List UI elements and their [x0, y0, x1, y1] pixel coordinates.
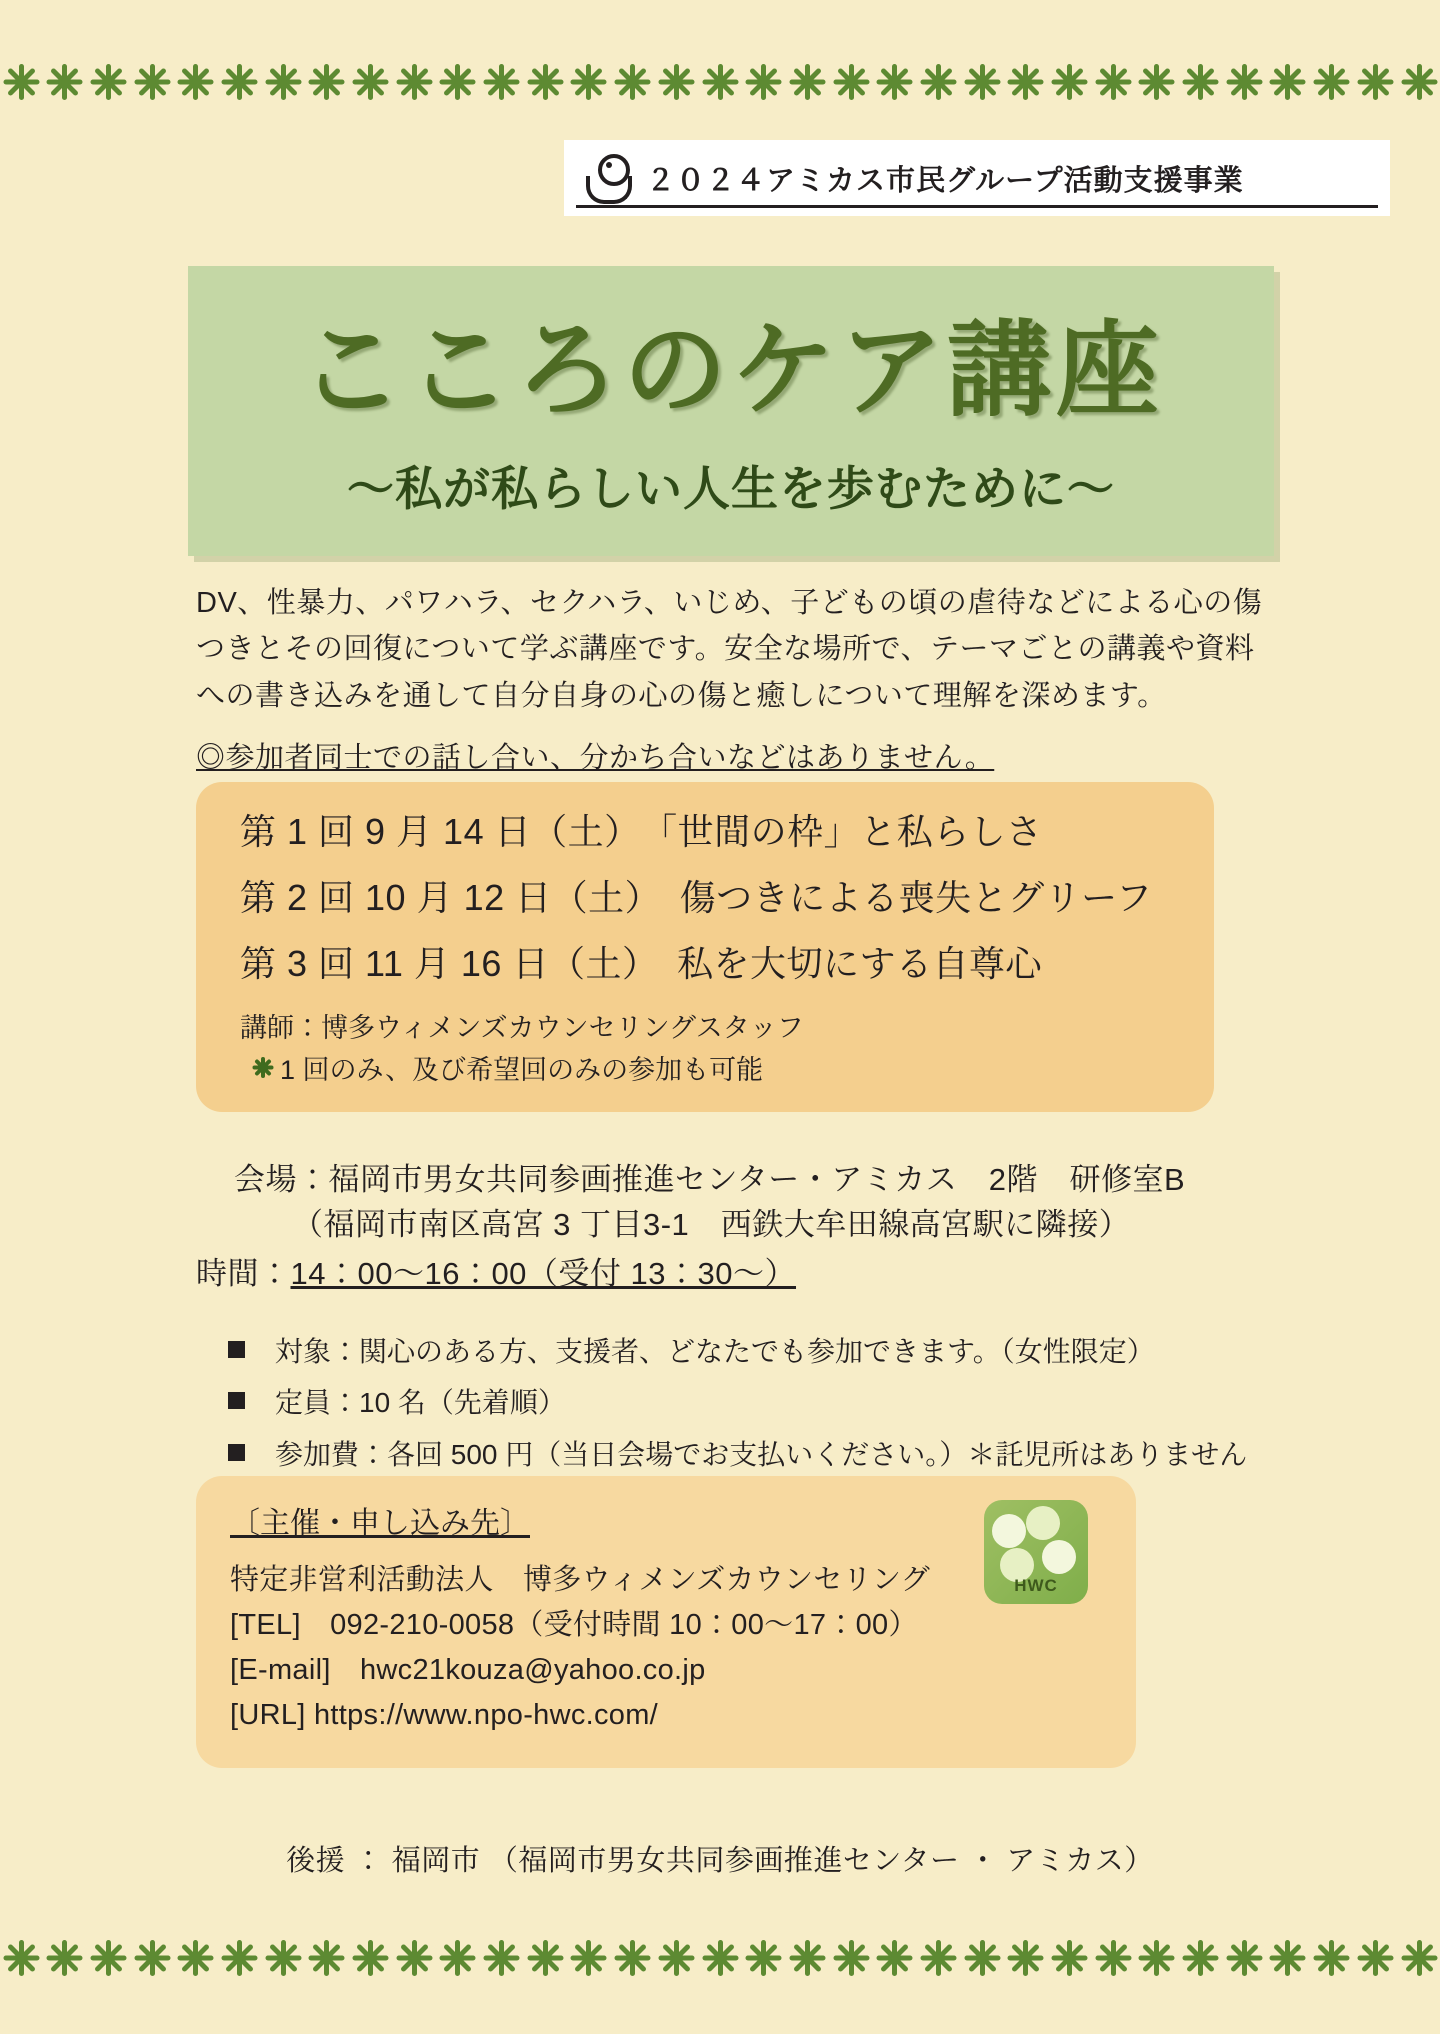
flower-icon [352, 1939, 390, 1977]
sessions-extra-note [252, 1048, 763, 1087]
intro-note: ◎参加者同士での話し合い、分かち合いなどはありません。 [196, 742, 995, 774]
flower-icon [1007, 1939, 1045, 1977]
flower-icon [46, 1939, 84, 1977]
flower-icon [133, 63, 171, 101]
flower-icon [308, 63, 346, 101]
flower-icon [919, 63, 957, 101]
page-title: こころのケア講座 [298, 309, 1163, 431]
flower-icon [614, 1939, 652, 1977]
time-label: 時間： [196, 1256, 291, 1291]
flower-icon [657, 1939, 695, 1977]
sessions-extra-text: 1 回のみ、及び希望回のみの参加も可能 [280, 1055, 764, 1085]
time-value: 14：00〜16：00（受付 13：30〜） [290, 1256, 797, 1291]
flower-icon [89, 63, 127, 101]
flower-icon [483, 1939, 521, 1977]
flower-icon [963, 1939, 1001, 1977]
square-bullet-icon [228, 1444, 245, 1461]
flower-icon [1356, 63, 1394, 101]
flower-icon [89, 1939, 127, 1977]
flower-icon [701, 63, 739, 101]
list-item-label: 対象：関心のある方、支援者、どなたでも参加できます。（女性限定） [275, 1336, 1155, 1367]
contact-email: [E-mail] hwc21kouza@yahoo.co.jp [230, 1653, 706, 1686]
flower-icon [1182, 63, 1220, 101]
flower-icon [526, 63, 564, 101]
flower-icon [570, 1939, 608, 1977]
flower-icon [1182, 1939, 1220, 1977]
list-item-label: 定員：10 名（先着順） [275, 1387, 566, 1419]
list-item [228, 1330, 1288, 1373]
flower-icon [876, 1939, 914, 1977]
venue-block [234, 1158, 1185, 1248]
flower-icon [177, 63, 215, 101]
page-subtitle: 〜私が私らしい人生を歩むために〜 [347, 462, 1115, 515]
support-line: 後援 ： 福岡市 （福岡市男女共同参画推進センター ・ アミカス） [286, 1845, 1154, 1877]
sessions-lecturer: 講師：博多ウィメンズカウンセリングスタッフ [240, 1013, 804, 1043]
venue-line-2: （福岡市南区高宮 3 丁目3-1 西鉄大牟田線高宮駅に隣接） [292, 1206, 1131, 1242]
flower-icon [264, 63, 302, 101]
flower-icon [1094, 63, 1132, 101]
flower-icon [876, 63, 914, 101]
flower-icon [788, 1939, 826, 1977]
flower-icon [308, 1939, 346, 1977]
flower-icon [1269, 1939, 1307, 1977]
flower-icon [788, 63, 826, 101]
person-in-circle-icon [580, 152, 634, 204]
square-bullet-icon [228, 1341, 245, 1358]
flower-icon [1400, 1939, 1438, 1977]
flower-icon [963, 63, 1001, 101]
flower-icon [395, 63, 433, 101]
flower-icon [570, 63, 608, 101]
hwc-logo-icon [984, 1500, 1088, 1604]
flower-icon [745, 63, 783, 101]
flower-icon [1094, 1939, 1132, 1977]
flower-icon [1051, 1939, 1089, 1977]
program-banner [564, 140, 1390, 216]
flower-icon [1400, 63, 1438, 101]
banner-rule [576, 205, 1378, 208]
title-box [188, 266, 1274, 556]
flower-icon [832, 1939, 870, 1977]
list-item-label: 参加費：各回 500 円（当日会場でお支払いください。）＊託児所はありません [275, 1438, 1248, 1470]
contact-org: 特定非営利活動法人 博多ウィメンズカウンセリング [230, 1564, 931, 1596]
contact-tel: [TEL] 092-210-0058（受付時間 10：00〜17：00） [230, 1608, 918, 1641]
flower-icon [1138, 1939, 1176, 1977]
flower-icon [919, 1939, 957, 1977]
contact-heading-text: 〔主催・申し込み先〕 [230, 1507, 530, 1540]
session-row: 第 2 回 10 月 12 日（土） 傷つきによる喪失とグリーフ [240, 877, 1153, 918]
details-list [228, 1330, 1288, 1484]
flower-icon [1138, 63, 1176, 101]
flower-bullet-icon [252, 1057, 274, 1079]
flower-icon [352, 63, 390, 101]
flower-icon [1313, 1939, 1351, 1977]
flower-icon [177, 1939, 215, 1977]
flower-icon [832, 63, 870, 101]
flower-icon [220, 63, 258, 101]
flower-icon [1225, 1939, 1263, 1977]
flower-icon [745, 1939, 783, 1977]
session-row: 第 3 回 11 月 16 日（土） 私を大切にする自尊心 [240, 943, 1042, 984]
session-row: 第 1 回 9 月 14 日（土） 「世間の枠」と私らしさ [240, 811, 1043, 852]
flower-icon [133, 1939, 171, 1977]
list-item [228, 1433, 1288, 1476]
flower-icon [614, 63, 652, 101]
contact-heading [230, 1498, 530, 1542]
flower-icon [46, 63, 84, 101]
banner-text: ２０２４アミカス市民グループ活動支援事業 [646, 164, 1244, 197]
list-item [228, 1381, 1288, 1424]
hwc-logo-text: HWC [1014, 1576, 1058, 1595]
bottom-flower-border [0, 1922, 1440, 1994]
top-flower-border [0, 46, 1440, 118]
flower-icon [2, 63, 40, 101]
venue-line-1: 会場：福岡市男女共同参画推進センター・アミカス 2階 研修室B [234, 1162, 1186, 1197]
contact-url[interactable]: [URL] https://www.npo-hwc.com/ [230, 1698, 659, 1731]
flower-icon [439, 1939, 477, 1977]
flower-icon [1007, 63, 1045, 101]
square-bullet-icon [228, 1392, 245, 1409]
flower-icon [1356, 1939, 1394, 1977]
flower-icon [439, 63, 477, 101]
flower-icon [526, 1939, 564, 1977]
flower-icon [657, 63, 695, 101]
sessions-box [196, 782, 1214, 1112]
flower-icon [701, 1939, 739, 1977]
flower-icon [220, 1939, 258, 1977]
flower-icon [1225, 63, 1263, 101]
contact-details [230, 1558, 930, 1738]
intro-paragraph: DV、性暴力、パワハラ、セクハラ、いじめ、子どもの頃の虐待などによる心の傷つきとその回復について学ぶ講座です。安全な場所で、テーマごとの講義や資料への書き込みを通して自分自身の心の傷と癒しについて理解を深めます。 [196, 587, 1263, 712]
flower-icon [483, 63, 521, 101]
flower-icon [395, 1939, 433, 1977]
flower-icon [1313, 63, 1351, 101]
flower-icon [264, 1939, 302, 1977]
time-line [196, 1248, 796, 1293]
flower-icon [1269, 63, 1307, 101]
flower-icon [2, 1939, 40, 1977]
contact-box [196, 1476, 1136, 1768]
flower-icon [1051, 63, 1089, 101]
